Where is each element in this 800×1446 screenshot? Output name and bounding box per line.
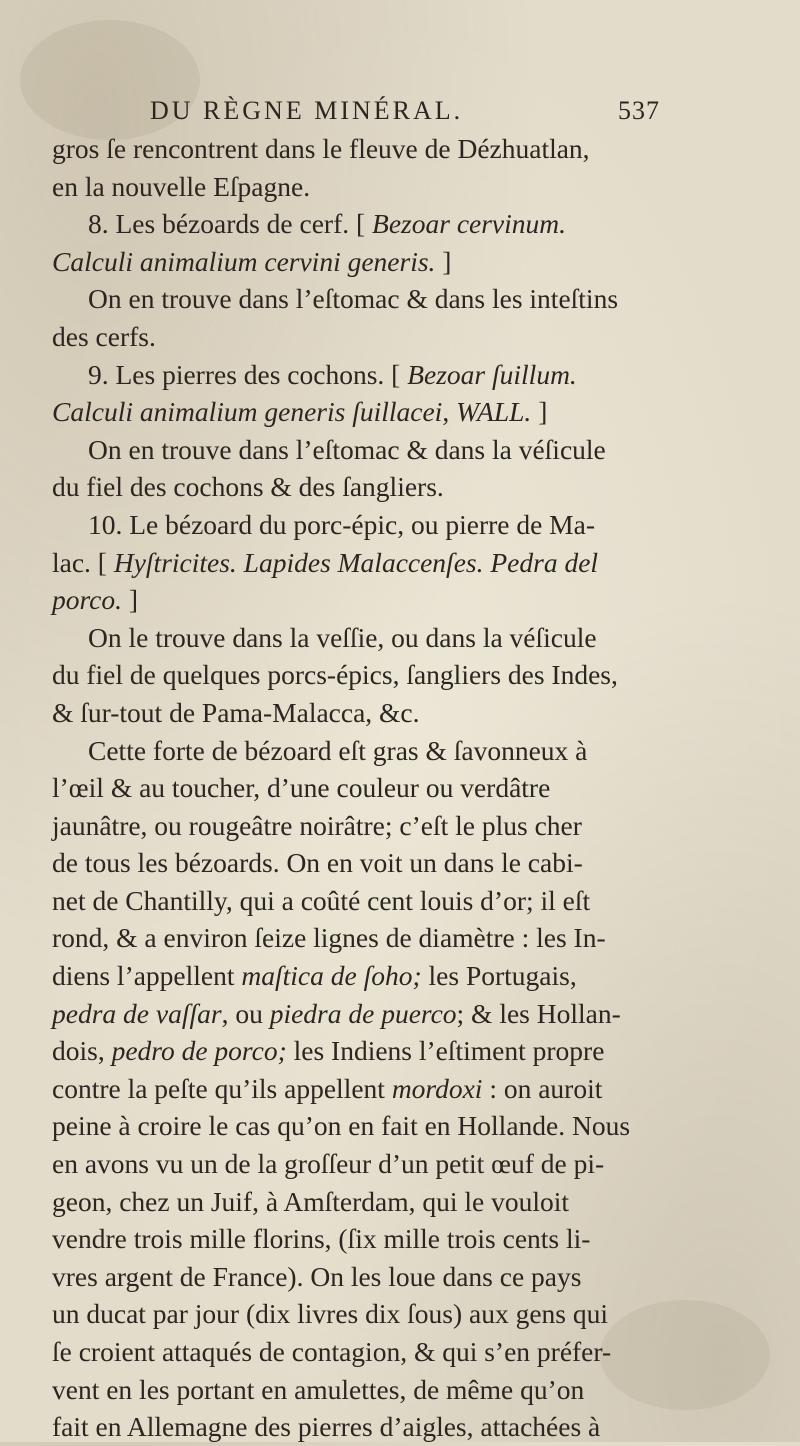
text-line: net de Chantilly, qui a coûté cent louis d’or; il eſt — [52, 884, 591, 916]
text-line: l’œil & au toucher, d’une couleur ou verdâtre — [52, 772, 551, 804]
text-line: pedra de vaſſar, ou piedra de puerco; & les Hollan- — [52, 997, 621, 1029]
text-line: porco. ] — [52, 584, 139, 616]
text-line: en la nouvelle Eſpagne. — [52, 170, 311, 202]
text-line: Calculi animalium cervini generis. ] — [52, 245, 452, 277]
text-line: fait en Allemagne des pierres d’aigles, attachées à — [52, 1411, 601, 1443]
text-line: On le trouve dans la veſſie, ou dans la véſicule — [88, 621, 597, 653]
text-line: vendre trois mille florins, (ſix mille trois cents li- — [52, 1223, 591, 1255]
text-line: Calculi animalium generis ſuillacei, WALL. ] — [52, 396, 548, 428]
text-line: lac. [ Hyſtricites. Lapides Malaccenſes. Pedra del — [52, 546, 599, 578]
text-line: vent en les portant en amulettes, de même qu’on — [52, 1373, 585, 1405]
text-line: du fiel des cochons & des ſangliers. — [52, 471, 444, 503]
text-line: en avons vu un de la groſſeur d’un petit œuf de pi- — [52, 1148, 605, 1180]
text-line: 9. Les pierres des cochons. [ Bezoar ſuillum. — [88, 358, 577, 390]
text-line: du fiel de quelques porcs-épics, ſangliers des Indes, — [52, 659, 618, 691]
text-line: Cette forte de bézoard eſt gras & ſavonneux à — [88, 734, 588, 766]
text-line: un ducat par jour (dix livres dix ſous) aux gens qui — [52, 1298, 609, 1330]
running-title: DU RÈGNE MINÉRAL. — [150, 96, 464, 125]
text-line: des cerfs. — [52, 320, 156, 352]
text-line: contre la peſte qu’ils appellent mordoxi : on auroit — [52, 1072, 603, 1104]
text-line: geon, chez un Juif, à Amſterdam, qui le vouloit — [52, 1185, 570, 1217]
text-line: On en trouve dans l’eſtomac & dans la véſicule — [88, 433, 606, 465]
text-line: & ſur-tout de Pama-Malacca, &c. — [52, 696, 420, 728]
text-line: 8. Les bézoards de cerf. [ Bezoar cervinum. — [88, 208, 567, 240]
text-line: gros ſe rencontrent dans le fleuve de Dézhuatlan, — [52, 133, 590, 164]
text-line: peine à croire le cas qu’on en fait en Hollande. Nous — [52, 1110, 631, 1142]
text-line: diens l’appellent maſtica de ſoho; les Portugais, — [52, 960, 577, 992]
text-line: de tous les bézoards. On en voit un dans le cabi- — [52, 847, 583, 879]
text-line: rond, & a environ ſeize lignes de diamètre : les In- — [52, 922, 606, 954]
text-line: 10. Le bézoard du porc-épic, ou pierre de Ma- — [88, 508, 595, 540]
text-line: vres argent de France). On les loue dans ce pays — [52, 1260, 582, 1292]
text-line: dois, pedro de porco; les Indiens l’eſtiment propre — [52, 1035, 605, 1067]
text-line: ſe croient attaqués de contagion, & qui s’en préfer- — [52, 1336, 612, 1367]
text-line: On en trouve dans l’eſtomac & dans les inteſtins — [88, 283, 619, 315]
page-number: 537 — [618, 96, 660, 125]
body-text — [52, 130, 712, 1446]
text-line: jaunâtre, ou rougeâtre noirâtre; c’eſt le plus cher — [52, 809, 582, 841]
